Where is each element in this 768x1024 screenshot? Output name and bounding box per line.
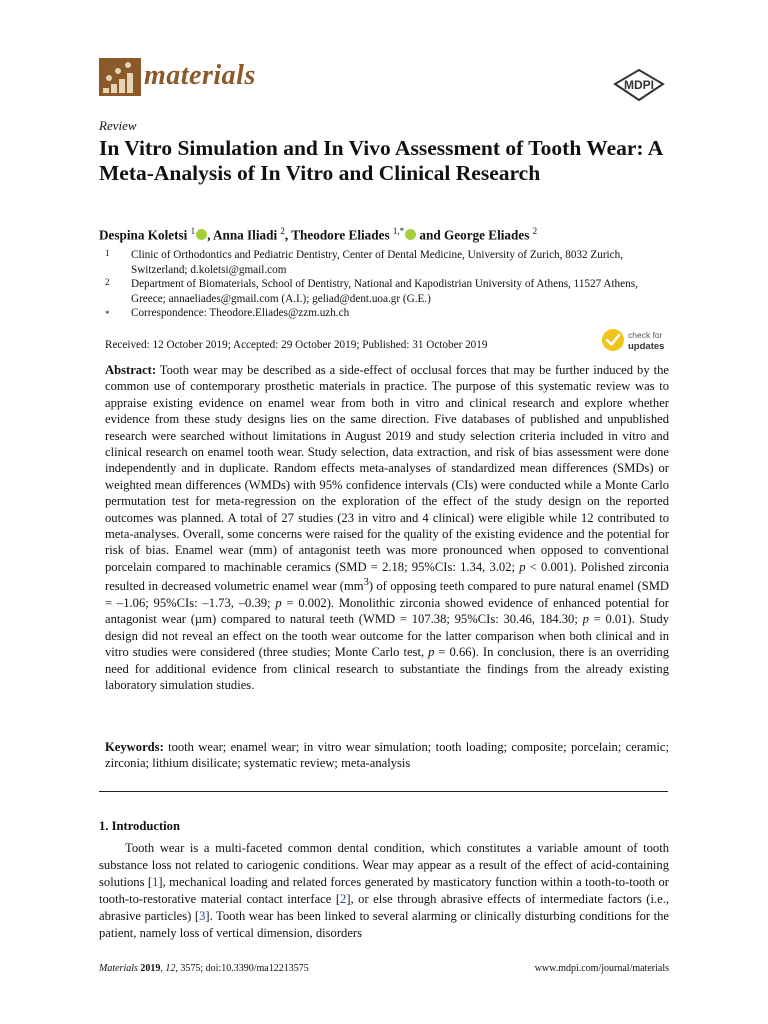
keywords-label: Keywords:: [105, 740, 164, 754]
body-text: ], mechanical loading and related forces generated by masticatory function within a tooth-to-tooth or tooth-to-restorative material contact interface [: [99, 875, 669, 907]
affiliation-mark: *: [105, 309, 110, 319]
section-divider: [99, 791, 668, 792]
keywords-text: tooth wear; enamel wear; in vitro wear simulation; tooth loading; composite; porcelain; ceramic; zirconia; lithium disilicate; systematic review; meta-analysis: [105, 740, 669, 771]
abstract-text: = 0.66). In conclusion, there is an overriding need for additional evidence from clinical research to substantiate the findings from the already existing laboratory simulation studies.: [105, 645, 669, 692]
author-separator: and: [416, 227, 444, 243]
citation-link[interactable]: 2: [340, 892, 347, 907]
check-for-updates-badge[interactable]: [601, 326, 671, 354]
body-text: Tooth wear is a multi-faceted common dental condition, which constitutes a variable amount of tooth substance loss not related to cariogenic conditions. Wear may appear as a result of the effect of acid-containing solutions [: [99, 841, 669, 890]
abstract-label: Abstract:: [105, 363, 157, 377]
author-affiliation-mark: 2: [532, 226, 538, 236]
introduction-body: [99, 840, 669, 943]
mdpi-logo-icon: [611, 68, 667, 102]
author-affiliation-mark: 1,*: [392, 226, 405, 236]
body-text: ]. Tooth wear has been linked to several alarming or clinically disturbing conditions for the patient, namely loss of vertical dimension, disorders: [99, 909, 669, 941]
footer-journal: Materials: [99, 963, 138, 974]
section-heading: 1. Introduction: [99, 819, 180, 833]
article-type: Review: [99, 118, 137, 133]
footer-year: 2019: [137, 963, 161, 974]
abstract-text: = 0.01). Study design did not reveal an effect on the tooth wear outcome for the latter comparison when both clinical and in vitro studies were considered (three studies; Monte Carlo test,: [105, 612, 669, 660]
author-separator: ,: [284, 227, 292, 243]
author-name[interactable]: Despina Koletsi: [99, 227, 188, 243]
author-affiliation-mark: 1: [190, 226, 196, 236]
p-value-symbol: p: [519, 559, 526, 574]
keywords: [105, 739, 669, 772]
footer-url[interactable]: www.mdpi.com/journal/materials: [534, 963, 669, 974]
check-updates-line2: updates: [628, 341, 665, 352]
p-value-symbol: p: [582, 612, 589, 627]
p-value-symbol: p: [275, 595, 282, 610]
affiliation-mark: 2: [105, 277, 110, 287]
citation-link[interactable]: 1: [152, 875, 159, 890]
author-separator: ,: [207, 227, 213, 243]
author-name[interactable]: George Eliades: [443, 227, 530, 243]
abstract-text: < 0.001). Polished zirconia resulted in decreased volumetric enamel wear (mm: [105, 559, 670, 594]
affiliation-text: Department of Biomaterials, School of Dentistry, National and Kapodistrian University of Athens, 11527 Athens, Greece; annaeliades@gmail.com (A.I.); geliad@dent.uoa.gr (G.E.): [131, 278, 638, 305]
publisher-name: MDPI: [624, 78, 654, 92]
author-name[interactable]: Theodore Eliades: [291, 227, 390, 243]
abstract-text: ) of opposing teeth compared to pure natural enamel (SMD = –1.06; 95%CIs: –1.73, –0.39;: [105, 579, 669, 610]
footer-doi: , 3575; doi:10.3390/ma12213575: [175, 963, 309, 974]
body-text: ], or else through abrasive effects of intermediate factors (i.e., abrasive particles) [: [99, 892, 669, 924]
citation-link[interactable]: 3: [199, 909, 206, 924]
footer-citation: [99, 963, 309, 974]
abstract: [105, 362, 669, 693]
affiliation-text: Clinic of Orthodontics and Pediatric Dentistry, Center of Dental Medicine, University of Zurich, 8032 Zurich, Switzerland; d.koletsi@gmail.com: [131, 249, 624, 276]
author-affiliation-mark: 2: [280, 226, 285, 236]
journal-logo-icon: [99, 58, 141, 96]
journal-name: materials: [144, 60, 256, 91]
abstract-text: Tooth wear may be described as a side-effect of occlusal forces that may be further induced by the common use of contemporary prosthetic materials in practice. The purpose of this systematic review was to appraise existing evidence on enamel wear from both in vitro and clinical research and explore whether evidence from these study designs lies on the same direction. Five databases of published and unpublished research were searched without limitations in August 2019 and study selection criteria included in vitro and clinical research on enamel tooth wear. Study selection, data extraction, and risk of bias assessment were done independently and in duplicate. Random effects meta-analyses of standardized mean differences (SMDs) or weighted mean differences (WMDs) with 95% confidence intervals (CIs) were conducted while a Monte Carlo permutation test for meta-regression on the exploration of the effect of the study design on the reported outcomes was planned. A total of 27 studies (23 in vitro and 4 clinical) were eligible while 12 contributed to meta-analyses. Overall, some concerns were raised for the quality of the existing evidence and the potential for risk of bias. Enamel wear (mm) of antagonist teeth was more pronounced when opposed to conventional porcelain compared to machinable ceramics (SMD = 2.18; 95%CIs: 1.34, 3.02;: [105, 363, 669, 574]
orcid-icon[interactable]: [196, 229, 207, 240]
abstract-superscript: 3: [363, 577, 369, 589]
correspondence-text[interactable]: Correspondence: Theodore.Eliades@zzm.uzh.ch: [131, 307, 350, 319]
abstract-text: = 0.002). Monolithic zirconia showed evidence of enhanced potential for antagonist wear (µm) compared to natural teeth (WMD = 107.38; 95%CIs: 30.46, 184.30;: [105, 595, 670, 627]
correspondence: [105, 306, 671, 321]
orcid-icon[interactable]: [405, 229, 416, 240]
check-updates-line1: check for: [628, 330, 663, 340]
footer-volume: , 12: [160, 963, 176, 974]
publication-dates: Received: 12 October 2019; Accepted: 29 October 2019; Published: 31 October 2019: [105, 339, 488, 351]
article-title: In Vitro Simulation and In Vivo Assessment of Tooth Wear: A Meta-Analysis of In Vitro and Clinical Research: [99, 136, 663, 185]
author-name[interactable]: Anna Iliadi: [212, 227, 278, 243]
affiliation-1: [105, 248, 671, 277]
author-list: [99, 226, 537, 243]
p-value-symbol: p: [428, 645, 435, 660]
affiliation-2: [105, 277, 671, 306]
affiliation-mark: 1: [105, 248, 110, 258]
paragraph: [99, 840, 669, 943]
